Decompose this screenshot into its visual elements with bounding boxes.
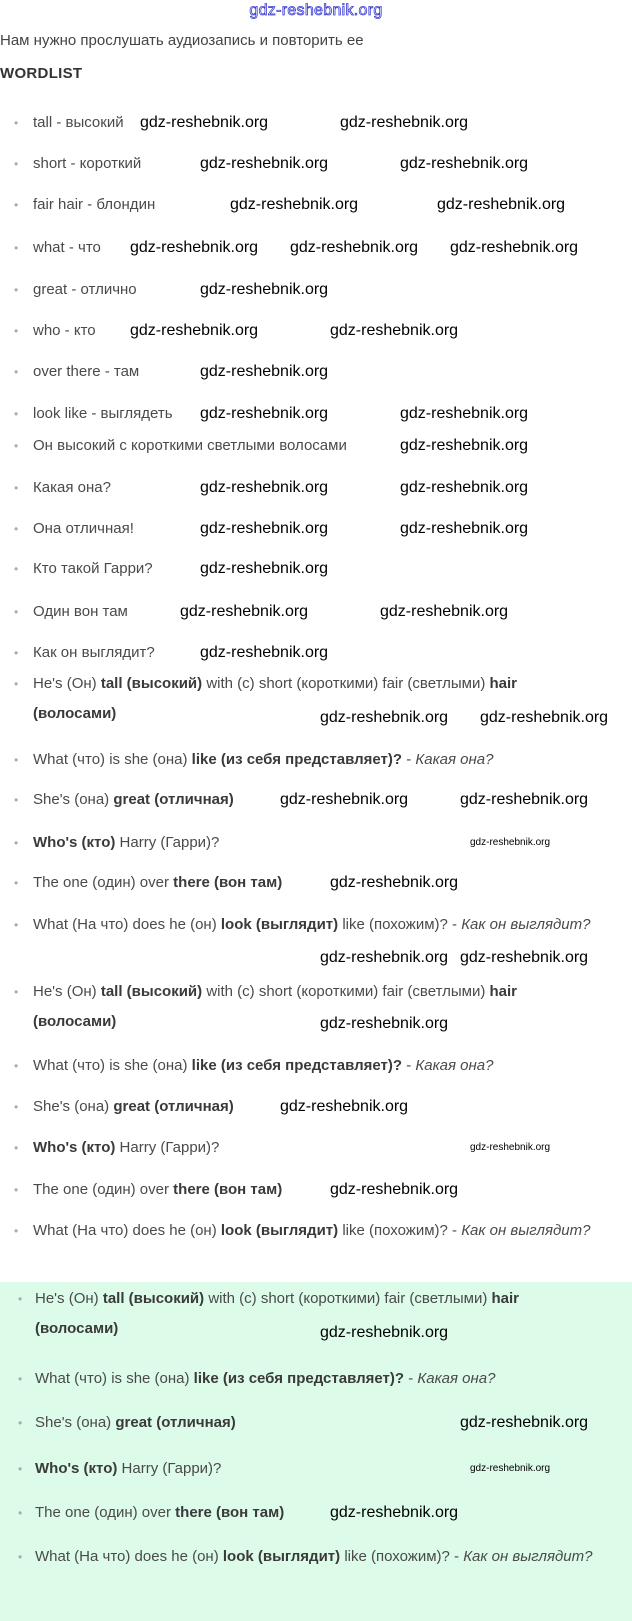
text-segment: who - кто (33, 322, 96, 339)
bullet-icon: • (14, 836, 19, 850)
watermark: gdz-reshebnik.org (400, 479, 529, 496)
watermark: gdz-reshebnik.org (400, 520, 529, 537)
bullet-icon: • (14, 241, 19, 255)
text-segment: great (отличная) (113, 1098, 234, 1115)
text-segment: Какая она? (415, 1057, 494, 1074)
watermark: gdz-reshebnik.org (470, 1142, 551, 1153)
watermark: gdz-reshebnik.org (330, 1504, 459, 1521)
list-item (0, 275, 137, 305)
list-item-text (0, 868, 282, 898)
text-segment: what - что (33, 239, 101, 256)
list-item (0, 1175, 282, 1205)
list-item (0, 108, 124, 138)
bullet-icon: • (14, 439, 19, 453)
list-item-text (0, 431, 347, 461)
list-item-text (0, 1408, 236, 1438)
text-segment: Who's (кто) (33, 834, 116, 851)
list-item (0, 868, 282, 898)
bullet-icon: • (14, 1224, 19, 1238)
list-item-text (0, 910, 590, 940)
list-item-text (0, 977, 600, 1037)
text-segment: fair hair - блондин (33, 196, 156, 213)
list-item (0, 1542, 592, 1572)
text-segment: He's (Он) (33, 675, 101, 692)
text-segment: great (отличная) (115, 1414, 236, 1431)
bullet-icon: • (14, 324, 19, 338)
watermark: gdz-reshebnik.org (400, 155, 529, 172)
text-segment: Как он выглядит? (461, 1222, 591, 1239)
text-segment: look (выглядит) (220, 916, 339, 933)
bullet-icon: • (18, 1372, 23, 1386)
list-item (0, 1216, 590, 1246)
text-segment: like (похожим)? - (340, 1548, 464, 1565)
list-item-text (0, 108, 124, 138)
text-segment: like (из себя представляет)? (191, 1057, 403, 1074)
text-segment: like (из себя представляет)? (191, 751, 403, 768)
bullet-icon: • (14, 198, 19, 212)
watermark: gdz-reshebnik.org (330, 874, 459, 891)
site-label: gdz-reshebnik.org (249, 2, 383, 19)
watermark: gdz-reshebnik.org (200, 155, 329, 172)
watermark: gdz-reshebnik.org (470, 1463, 551, 1474)
bullet-icon: • (14, 753, 19, 767)
list-item (0, 977, 600, 1037)
text-segment: Who's (кто) (33, 1139, 116, 1156)
bullet-icon: • (14, 522, 19, 536)
text-segment: What (На что) does he (он) (33, 1222, 221, 1239)
watermark: gdz-reshebnik.org (330, 322, 459, 339)
watermark: gdz-reshebnik.org (340, 114, 469, 131)
list-item (0, 1051, 493, 1081)
text-segment: What (На что) does he (он) (35, 1548, 223, 1565)
text-segment: tall (высокий) (100, 983, 203, 1000)
list-item (0, 597, 128, 627)
bullet-icon: • (18, 1506, 23, 1520)
list-item-text (0, 1542, 592, 1572)
text-segment: hair (волосами) (33, 983, 518, 1030)
bullet-icon: • (14, 562, 19, 576)
list-item-text (0, 828, 219, 858)
bullet-icon: • (14, 365, 19, 379)
bullet-icon: • (18, 1416, 23, 1430)
list-item (0, 554, 153, 584)
watermark: gdz-reshebnik.org (320, 1015, 449, 1032)
text-segment: Как он выглядит? (461, 916, 591, 933)
watermark: gdz-reshebnik.org (400, 437, 529, 454)
list-item-text (0, 597, 128, 627)
watermark: gdz-reshebnik.org (280, 791, 409, 808)
bullet-icon: • (14, 283, 19, 297)
list-item (0, 1408, 236, 1438)
text-segment: with (с) short (короткими) fair (светлыми) (202, 675, 490, 692)
watermark: gdz-reshebnik.org (140, 114, 269, 131)
text-segment: great (отличная) (113, 791, 234, 808)
text-segment: What (что) is she (она) (35, 1370, 194, 1387)
text-segment: like (похожим)? - (338, 916, 462, 933)
list-item-text (0, 514, 134, 544)
watermark: gdz-reshebnik.org (320, 1324, 449, 1341)
bullet-icon: • (14, 1059, 19, 1073)
watermark: gdz-reshebnik.org (320, 709, 449, 726)
list-item (0, 785, 234, 815)
list-item (0, 745, 493, 775)
bullet-icon: • (14, 605, 19, 619)
list-item (0, 828, 219, 858)
text-segment: Один вон там (33, 603, 128, 620)
text-segment: like (похожим)? - (338, 1222, 462, 1239)
list-item (0, 316, 96, 346)
text-segment: look (выглядит) (220, 1222, 339, 1239)
text-segment: Он высокий с короткими светлыми волосами (33, 437, 347, 454)
bullet-icon: • (18, 1292, 23, 1306)
watermark: gdz-reshebnik.org (200, 281, 329, 298)
text-segment: - (402, 1057, 416, 1074)
text-segment: What (На что) does he (он) (33, 916, 221, 933)
text-segment: short - короткий (33, 155, 142, 172)
list-item-text (0, 554, 153, 584)
watermark: gdz-reshebnik.org (280, 1098, 409, 1115)
bullet-icon: • (14, 481, 19, 495)
list-item-text (0, 149, 141, 179)
text-segment: tall - высокий (33, 114, 124, 131)
watermark: gdz-reshebnik.org (200, 644, 329, 661)
list-item-text (0, 399, 173, 429)
wordlist-heading: WORDLIST (0, 65, 83, 82)
watermark: gdz-reshebnik.org (400, 405, 529, 422)
text-segment: hair (волосами) (33, 675, 518, 722)
list-item-text (0, 1454, 221, 1484)
bullet-icon: • (14, 876, 19, 890)
list-item (0, 1498, 284, 1528)
text-segment: there (вон там) (173, 874, 283, 891)
list-item-text (0, 1498, 284, 1528)
list-item (0, 1092, 234, 1122)
watermark: gdz-reshebnik.org (230, 196, 359, 213)
list-item-text (0, 785, 234, 815)
watermark: gdz-reshebnik.org (130, 239, 259, 256)
bullet-icon: • (14, 157, 19, 171)
text-segment: tall (высокий) (102, 1290, 205, 1307)
text-segment: The one (один) over (33, 874, 174, 891)
text-segment: with (с) short (короткими) fair (светлыми) (204, 1290, 492, 1307)
bullet-icon: • (14, 646, 19, 660)
text-segment: Какая она? (415, 751, 494, 768)
watermark: gdz-reshebnik.org (480, 709, 609, 726)
watermark: gdz-reshebnik.org (200, 363, 329, 380)
bullet-icon: • (18, 1550, 23, 1564)
text-segment: great - отлично (33, 281, 137, 298)
list-item (0, 638, 155, 668)
text-segment: He's (Он) (35, 1290, 103, 1307)
text-segment: What (что) is she (она) (33, 751, 192, 768)
list-item-text (0, 745, 493, 775)
list-item (0, 233, 101, 263)
text-segment: She's (она) (33, 791, 114, 808)
text-segment: with (с) short (короткими) fair (светлыми) (202, 983, 490, 1000)
watermark: gdz-reshebnik.org (130, 322, 259, 339)
watermark: gdz-reshebnik.org (200, 405, 329, 422)
text-segment: hair (волосами) (35, 1290, 520, 1337)
bullet-icon: • (14, 1183, 19, 1197)
list-item (0, 910, 590, 940)
text-segment: Harry (Гарри)? (115, 834, 220, 851)
bullet-icon: • (14, 1100, 19, 1114)
text-segment: tall (высокий) (100, 675, 203, 692)
list-item (0, 1284, 600, 1344)
text-segment: look like - выглядеть (33, 405, 173, 422)
text-segment: Harry (Гарри)? (115, 1139, 220, 1156)
watermark: gdz-reshebnik.org (460, 1414, 589, 1431)
watermark: gdz-reshebnik.org (460, 949, 589, 966)
watermark: gdz-reshebnik.org (200, 520, 329, 537)
watermark: gdz-reshebnik.org (437, 196, 566, 213)
text-segment: The one (один) over (35, 1504, 176, 1521)
bullet-icon: • (14, 116, 19, 130)
text-segment: Who's (кто) (35, 1460, 118, 1477)
bullet-icon: • (14, 918, 19, 932)
watermark: gdz-reshebnik.org (470, 837, 551, 848)
list-item (0, 1133, 219, 1163)
text-segment: over there - там (33, 363, 140, 380)
text-segment: Какая она? (417, 1370, 496, 1387)
list-item (0, 1454, 221, 1484)
list-item-text (0, 1051, 493, 1081)
watermark: gdz-reshebnik.org (380, 603, 509, 620)
text-segment: What (что) is she (она) (33, 1057, 192, 1074)
bullet-icon: • (14, 985, 19, 999)
bullet-icon: • (14, 407, 19, 421)
text-segment: Harry (Гарри)? (117, 1460, 222, 1477)
text-segment: there (вон там) (175, 1504, 285, 1521)
list-item-text (0, 1216, 590, 1246)
watermark: gdz-reshebnik.org (460, 791, 589, 808)
watermark: gdz-reshebnik.org (320, 949, 449, 966)
bullet-icon: • (14, 793, 19, 807)
text-segment: there (вон там) (173, 1181, 283, 1198)
bullet-icon: • (14, 677, 19, 691)
text-segment: look (выглядит) (222, 1548, 341, 1565)
list-item-text (0, 275, 137, 305)
list-item-text (0, 1364, 495, 1394)
list-item-text (0, 1284, 600, 1344)
watermark: gdz-reshebnik.org (200, 560, 329, 577)
text-segment: Какая она? (33, 479, 111, 496)
watermark: gdz-reshebnik.org (180, 603, 309, 620)
list-item (0, 1364, 495, 1394)
list-item-text (0, 1133, 219, 1163)
list-item-text (0, 357, 139, 387)
watermark: gdz-reshebnik.org (200, 479, 329, 496)
watermark: gdz-reshebnik.org (450, 239, 579, 256)
list-item-text (0, 638, 155, 668)
intro-text: Нам нужно прослушать аудиозапись и повторить ее (0, 32, 364, 49)
text-segment: She's (она) (35, 1414, 116, 1431)
text-segment: Как он выглядит? (463, 1548, 593, 1565)
text-segment: - (402, 751, 416, 768)
list-item-text (0, 1175, 282, 1205)
list-item-text (0, 1092, 234, 1122)
text-segment: - (404, 1370, 418, 1387)
list-item (0, 149, 141, 179)
list-item (0, 357, 139, 387)
text-segment: Кто такой Гарри? (33, 560, 153, 577)
bullet-icon: • (18, 1462, 23, 1476)
list-item (0, 473, 111, 503)
text-segment: He's (Он) (33, 983, 101, 1000)
text-segment: Она отличная! (33, 520, 134, 537)
list-item (0, 190, 155, 220)
text-segment: like (из себя представляет)? (193, 1370, 405, 1387)
text-segment: She's (она) (33, 1098, 114, 1115)
text-segment: Как он выглядит? (33, 644, 155, 661)
list-item (0, 431, 347, 461)
list-item (0, 514, 134, 544)
watermark: gdz-reshebnik.org (330, 1181, 459, 1198)
list-item-text (0, 190, 155, 220)
bullet-icon: • (14, 1141, 19, 1155)
text-segment: The one (один) over (33, 1181, 174, 1198)
watermark: gdz-reshebnik.org (290, 239, 419, 256)
list-item (0, 399, 173, 429)
